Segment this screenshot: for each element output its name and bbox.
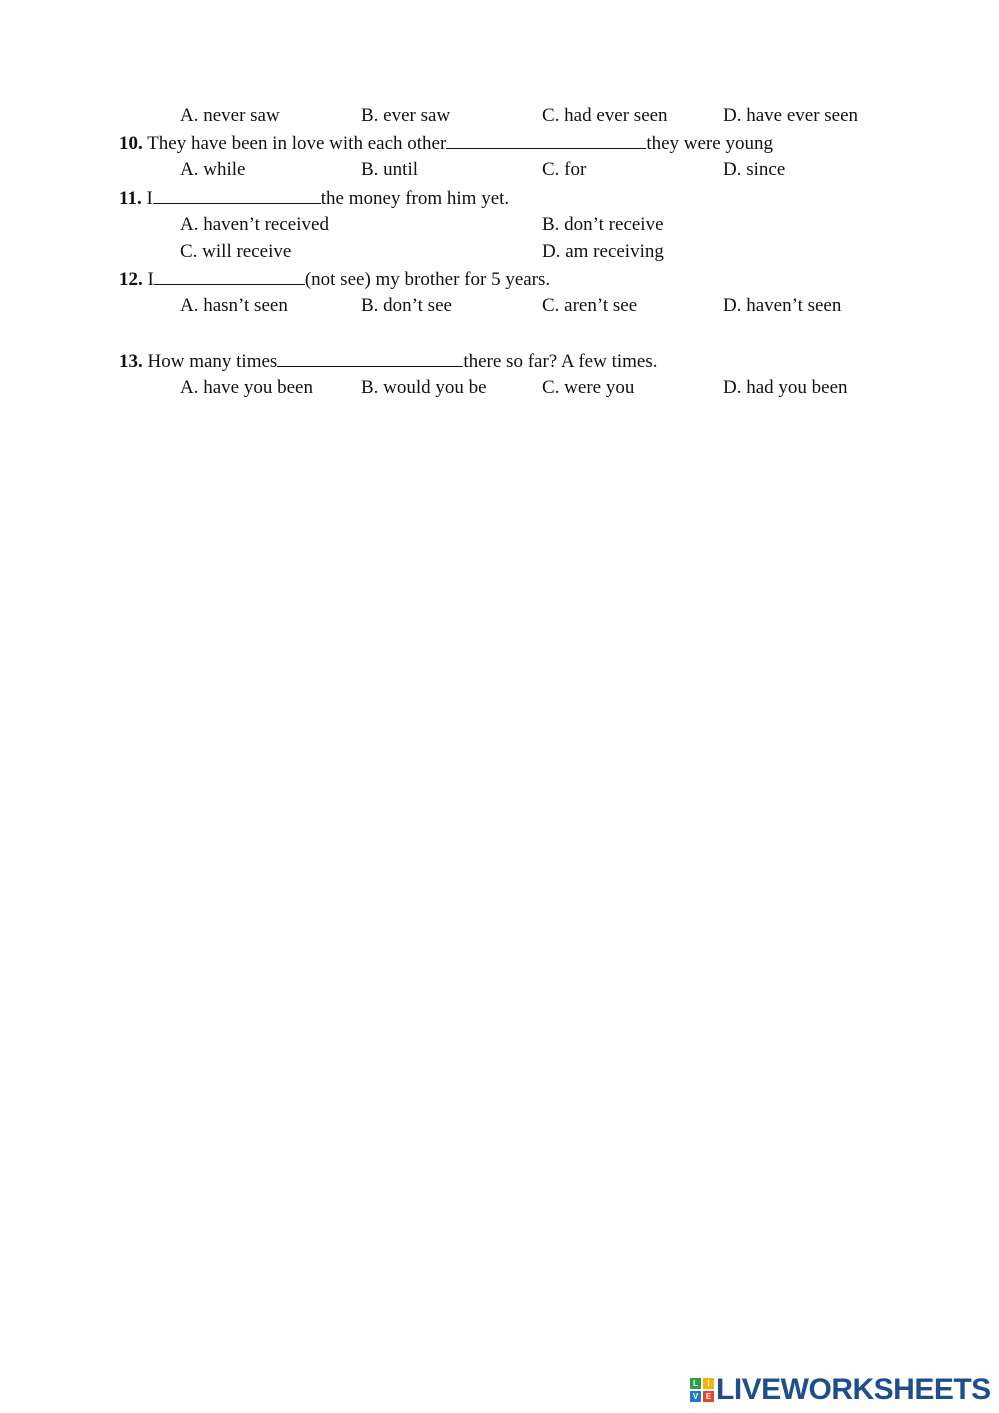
q13-option-b[interactable]: B. would you be: [361, 377, 487, 398]
logo-tile-l: L: [690, 1378, 701, 1389]
q9-option-c[interactable]: C. had ever seen: [542, 105, 668, 126]
logo-tile-i: I: [703, 1378, 714, 1389]
q12-number: 12.: [119, 269, 143, 290]
q13-stem: [119, 349, 657, 373]
q11-blank[interactable]: [153, 186, 321, 204]
q10-option-c[interactable]: C. for: [542, 159, 587, 180]
q11-stem: [119, 186, 509, 210]
q12-option-a[interactable]: A. hasn’t seen: [180, 295, 288, 316]
liveworksheets-logo: [690, 1373, 991, 1407]
q10-option-d[interactable]: D. since: [723, 159, 786, 180]
q13-option-d[interactable]: D. had you been: [723, 377, 848, 398]
q11-option-b[interactable]: B. don’t receive: [542, 214, 664, 235]
q12-option-d[interactable]: D. haven’t seen: [723, 295, 842, 316]
q12-option-b[interactable]: B. don’t see: [361, 295, 452, 316]
q10-text-after: they were young: [646, 133, 773, 154]
q11-text-after: the money from him yet.: [320, 188, 510, 209]
q13-text-before: How many times: [147, 351, 278, 372]
logo-text: LIVEWORKSHEETS: [716, 1373, 991, 1406]
q10-number: 10.: [119, 133, 143, 154]
q11-text-before: I: [146, 188, 153, 209]
q13-blank[interactable]: [277, 349, 463, 367]
logo-tile-e: E: [703, 1391, 714, 1402]
q12-option-c[interactable]: C. aren’t see: [542, 295, 638, 316]
q11-option-d[interactable]: D. am receiving: [542, 241, 664, 262]
q9-option-b[interactable]: B. ever saw: [361, 105, 451, 126]
q13-option-c[interactable]: C. were you: [542, 377, 635, 398]
q9-option-a[interactable]: A. never saw: [180, 105, 280, 126]
q11-option-c[interactable]: C. will receive: [180, 241, 292, 262]
q13-text-after: there so far? A few times.: [463, 351, 658, 372]
q9-option-d[interactable]: D. have ever seen: [723, 105, 859, 126]
q12-blank[interactable]: [154, 267, 305, 285]
q10-blank[interactable]: [446, 131, 646, 149]
q13-option-a[interactable]: A. have you been: [180, 377, 313, 398]
q12-text-before: I: [147, 269, 154, 290]
q13-number: 13.: [119, 351, 143, 372]
logo-tiles-icon: [690, 1378, 714, 1402]
q12-stem: [119, 267, 550, 291]
q11-option-a[interactable]: A. haven’t received: [180, 214, 329, 235]
q10-option-a[interactable]: A. while: [180, 159, 246, 180]
q10-text-before: They have been in love with each other: [147, 133, 447, 154]
q10-stem: [119, 131, 773, 155]
logo-tile-v: V: [690, 1391, 701, 1402]
q10-option-b[interactable]: B. until: [361, 159, 419, 180]
q11-number: 11.: [119, 188, 142, 209]
q12-text-after: (not see) my brother for 5 years.: [304, 269, 551, 290]
